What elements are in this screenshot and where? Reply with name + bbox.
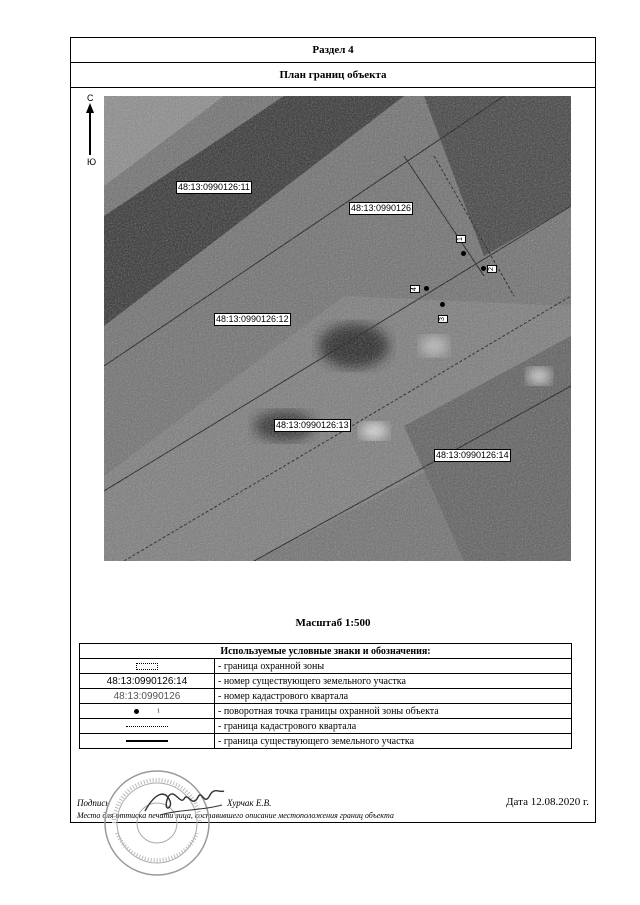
turning-point-symbol (134, 709, 139, 714)
scale-label: Масштаб 1:500 (295, 617, 371, 629)
legend-table (79, 643, 572, 749)
south-label: Ю (87, 157, 97, 167)
legend-row: - граница охранной зоны (80, 659, 572, 674)
document-frame (70, 37, 596, 823)
point-label: 2 (487, 267, 495, 271)
page-title: План границ объекта (71, 63, 595, 88)
boundary-point (440, 302, 445, 307)
point-label: 4 (410, 287, 418, 291)
legend-row: - граница существующего земельного участка (80, 734, 572, 749)
point-label: 3 (438, 317, 446, 321)
signature-icon (140, 783, 230, 823)
arrow-icon (84, 103, 96, 157)
parcel-boundary-symbol (126, 740, 168, 742)
north-label: С (87, 93, 94, 103)
parcel-label-12: 48:13:0990126:12 (216, 314, 289, 324)
seal-place-note: Место для оттиска печати лица, составившего описание местоположения границ объекта (77, 811, 394, 820)
signature-label: Подпись (77, 798, 110, 808)
legend-title: Используемые условные знаки и обозначения: (80, 644, 572, 659)
section-heading: Раздел 4 (71, 38, 595, 63)
boundary-point (424, 286, 429, 291)
parcel-number-symbol: 48:13:0990126:14 (106, 675, 188, 687)
parcel-label-14: 48:13:0990126:14 (436, 450, 509, 460)
quarter-label: 48:13:0990126 (351, 203, 412, 213)
boundary-point (461, 251, 466, 256)
parcel-label-11: 48:13:0990126:11 (178, 182, 250, 192)
quarter-boundary-symbol (126, 726, 168, 727)
parcel-label-13: 48:13:0990126:13 (276, 420, 349, 430)
legend-row: 48:13:0990126:14 - номер существующего земельного участка (80, 674, 572, 689)
quarter-number-symbol: 48:13:0990126 (113, 690, 181, 702)
legend-row: 48:13:0990126 - номер кадастрового квартала (80, 689, 572, 704)
north-arrow (84, 93, 104, 173)
legend-row: - граница кадастрового квартала (80, 719, 572, 734)
aerial-photo (104, 96, 571, 561)
protection-zone-symbol (136, 663, 158, 670)
legend-row: 1 - поворотная точка границы охранной зоны объекта (80, 704, 572, 719)
signer-name: Хурчак Е.В. (227, 798, 272, 808)
document-date: Дата 12.08.2020 г. (506, 796, 589, 808)
boundary-point (481, 266, 486, 271)
point-label: 1 (456, 237, 464, 241)
